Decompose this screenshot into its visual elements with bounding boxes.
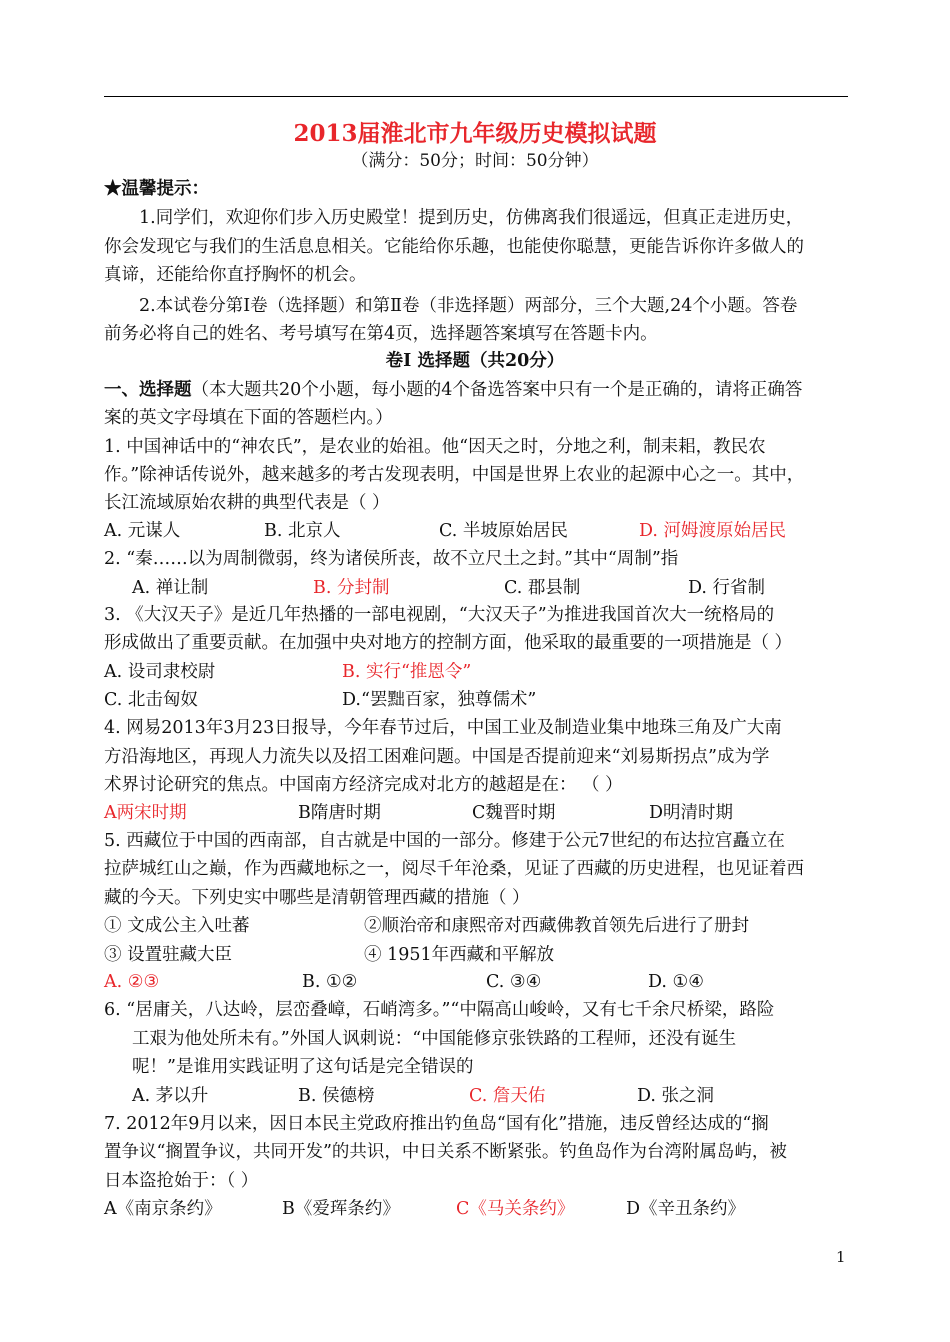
answer-option-b: B. 分封制: [313, 578, 390, 598]
tips-line: 1.同学们，欢迎你们步入历史殿堂！提到历史，仿佛离我们很遥远，但真正走进历史，: [139, 208, 804, 228]
option-d: D.“罢黜百家，独尊儒术”: [342, 690, 537, 710]
option-b: B《爱珲条约》: [282, 1199, 400, 1219]
page-number: 1: [836, 1248, 846, 1266]
option-a: A. 茅以升: [132, 1086, 209, 1106]
tips-line: 2.本试卷分第Ⅰ卷（选择题）和第Ⅱ卷（非选择题）两部分，三个大题,24个小题。答卷: [139, 296, 798, 316]
question-line: 日本盗抢始于：（ ）: [104, 1171, 259, 1191]
option-d: D. 张之洞: [637, 1086, 715, 1106]
answer-option-a: A两宋时期: [104, 803, 187, 823]
option-b: B. 北京人: [264, 521, 341, 541]
question-line: 术界讨论研究的焦点。中国南方经济完成对北方的越超是在： （ ）: [104, 775, 623, 795]
option-d: D. ①④: [648, 972, 704, 992]
question-line: 5. 西藏位于中国的西南部，自古就是中国的一部分。修建于公元7世纪的布达拉宫矗立在: [104, 831, 785, 851]
option-a: A. 元谋人: [104, 521, 181, 541]
question-line: 呢！”是谁用实践证明了这句话是完全错误的: [132, 1057, 474, 1077]
statement-item: ④ 1951年西藏和平解放: [364, 945, 555, 965]
page-title: 2013届淮北市九年级历史模拟试题: [293, 120, 657, 147]
statement-item: ③ 设置驻藏大臣: [104, 945, 233, 965]
question-line: 藏的今天。下列史实中哪些是清朝管理西藏的措施（ ）: [104, 888, 530, 908]
option-d: D. 行省制: [688, 578, 766, 598]
section-desc: （本大题共20个小题，每小题的4个备选答案中只有一个是正确的，请将正确答: [191, 380, 803, 400]
option-b: B. 侯德榜: [298, 1086, 375, 1106]
question-line: 3. 《大汉天子》是近几年热播的一部电视剧，“大汉天子”为推进我国首次大一统格局的: [104, 605, 775, 625]
option-d: D《辛丑条约》: [626, 1199, 746, 1219]
question-line: 4. 网易2013年3月23日报导，今年春节过后，中国工业及制造业集中地珠三角及广大南: [104, 718, 782, 738]
statement-item: ②顺治帝和康熙帝对西藏佛教首领先后进行了册封: [364, 916, 749, 936]
tips-line: 真谛，还能给你直抒胸怀的机会。: [104, 265, 367, 285]
option-d: D明清时期: [649, 803, 734, 823]
exam-info: （满分：50分；时间：50分钟）: [351, 151, 599, 171]
option-a: A. 设司隶校尉: [104, 662, 216, 682]
question-line: 方沿海地区，再现人力流失以及招工困难问题。中国是否提前迎来“刘易斯拐点”成为学: [104, 747, 770, 767]
question-line: 长江流域原始农耕的典型代表是（ ）: [104, 493, 390, 513]
answer-option-b: B. 实行“推恩令”: [342, 662, 472, 682]
section-instructions: [104, 379, 802, 401]
section-title: 卷Ⅰ 选择题（共20分）: [385, 351, 565, 371]
answer-option-c: C《马关条约》: [456, 1199, 575, 1219]
question-line: 作。”除神话传说外，越来越多的考古发现表明，中国是世界上农业的起源中心之一。其中，: [104, 465, 805, 485]
question-line: 形成做出了重要贡献。在加强中央对地方的控制方面，他采取的最重要的一项措施是（ ）: [104, 633, 793, 653]
option-a: A. 禅让制: [132, 578, 209, 598]
statement-item: ① 文成公主入吐蕃: [104, 916, 250, 936]
tips-heading: ★温馨提示：: [104, 179, 209, 199]
question-line: 6. “居庸关，八达岭，层峦叠嶂，石峭湾多。”“中隔高山峻岭，又有七千余尺桥梁，路险: [104, 1000, 775, 1020]
option-c: C魏晋时期: [472, 803, 556, 823]
option-a: A《南京条约》: [104, 1199, 222, 1219]
tips-line: 前务必将自己的姓名、考号填写在第4页，选择题答案填写在答题卡内。: [104, 324, 658, 344]
option-c: C. 半坡原始居民: [439, 521, 568, 541]
tips-line: 你会发现它与我们的生活息息相关。它能给你乐趣，也能使你聪慧，更能告诉你许多做人的: [104, 237, 804, 257]
question-line: 1. 中国神话中的“神农氏”，是农业的始祖。他“因天之时，分地之利，制耒耜，教民农: [104, 437, 766, 457]
option-b: B隋唐时期: [298, 803, 381, 823]
section-label: 一、选择题: [104, 380, 192, 400]
header-rule: [104, 96, 848, 97]
option-c: C. 北击匈奴: [104, 690, 198, 710]
option-c: C. ③④: [486, 972, 542, 992]
answer-option-c: C. 詹天佑: [469, 1086, 546, 1106]
question-line: 7. 2012年9月以来，因日本民主党政府推出钓鱼岛“国有化”措施，违反曾经达成的“搁: [104, 1114, 769, 1134]
question-line: 2. “秦……以为周制微弱，终为诸侯所丧，故不立尺土之封。”其中“周制”指: [104, 549, 679, 569]
answer-option-d: D. 河姆渡原始居民: [639, 521, 787, 541]
question-line: 拉萨城红山之巅，作为西藏地标之一，阅尽千年沧桑，见证了西藏的历史进程，也见证着西: [104, 859, 804, 879]
question-line: 工艰为他处所未有。”外国人讽刺说：“中国能修京张铁路的工程师，还没有诞生: [132, 1029, 737, 1049]
question-line: 置争议“搁置争议，共同开发”的共识，中日关系不断紧张。钓鱼岛作为台湾附属岛屿，被: [104, 1142, 787, 1162]
section-desc: 案的英文字母填在下面的答题栏内。）: [104, 408, 393, 428]
option-c: C. 郡县制: [504, 578, 581, 598]
option-b: B. ①②: [302, 972, 358, 992]
answer-option-a: A. ②③: [104, 972, 160, 992]
